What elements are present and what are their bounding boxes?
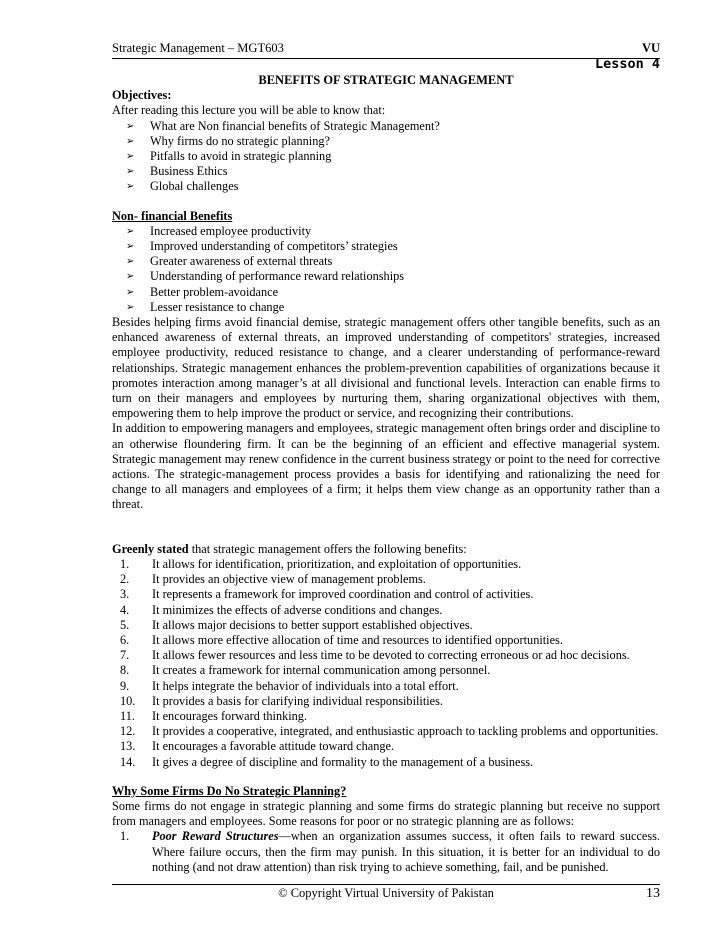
item-number: 1. (120, 556, 130, 571)
list-item-text: What are Non financial benefits of Strategic Management? (150, 118, 440, 133)
page-number: 13 (646, 886, 660, 901)
arrow-bullet-icon: ➢ (126, 301, 135, 313)
item-number: 5. (120, 617, 130, 632)
objectives-intro: After reading this lecture you will be able to know that: (112, 103, 386, 118)
item-number: 4. (120, 602, 130, 617)
list-item (126, 119, 660, 134)
list-item (126, 300, 660, 315)
item-text: It helps integrate the behavior of individuals into a total effort. (152, 678, 459, 693)
list-item (126, 149, 660, 164)
item-text: It encourages forward thinking. (152, 708, 308, 723)
list-item-text: Lesser resistance to change (150, 299, 285, 314)
list-item-text: Greater awareness of external threats (150, 254, 333, 269)
list-item (126, 254, 660, 269)
list-item-text: Better problem-avoidance (150, 284, 279, 299)
arrow-bullet-icon: ➢ (126, 166, 135, 178)
item-number: 10. (120, 693, 136, 708)
non-financial-list (112, 224, 660, 315)
list-item (112, 557, 660, 572)
item-number: 14. (120, 754, 136, 769)
item-number: 7. (120, 648, 130, 663)
list-item (112, 829, 660, 875)
list-item-text: Global challenges (150, 179, 239, 194)
item-text: It provides a basis for clarifying individual responsibilities. (152, 693, 443, 708)
list-item (112, 603, 660, 618)
footer-rule (112, 884, 660, 885)
item-text: It allows fewer resources and less time to be devoted to correcting erroneous or ad hoc decisions. (152, 648, 630, 663)
item-number: 12. (120, 724, 136, 739)
list-item (126, 239, 660, 254)
arrow-bullet-icon: ➢ (126, 151, 135, 163)
list-item-text: Business Ethics (150, 164, 228, 179)
paragraph: Besides helping firms avoid financial demise, strategic management offers other tangible benefits, such as an enhanced awareness of external threats, an improved understanding of competitors' strategies, increased employee productivity, reduced resistance to change, and a clearer understanding of performance-reward relationships. Strategic management enhances the problem-prevention capabilities of organizations because it promotes interaction among manager’s at all divisional and functional levels. Interaction can enable firms to turn on their managers and employees by nurturing them, sharing organizational objectives with them, empowering them to help improve the product or service, and recognizing their contributions. (112, 315, 660, 421)
list-item (112, 648, 660, 663)
item-term: Poor Reward Structures (152, 829, 279, 844)
item-text: It allows major decisions to better support established objectives. (152, 617, 473, 632)
arrow-bullet-icon: ➢ (126, 241, 135, 253)
paragraph: In addition to empowering managers and employees, strategic management often brings order and discipline to an otherwise floundering firm. It can be the beginning of an efficient and effective managerial system. Strategic management may renew confidence in the current business strategy or point to the need for corrective actions. The strategic-management process provides a basis for identifying and rationalizing the need for change to all managers and employees of a firm; it helps them view change as an opportunity rather than a threat. (112, 421, 660, 512)
list-item (112, 633, 660, 648)
list-item (112, 709, 660, 724)
list-item-text: Pitfalls to avoid in strategic planning (150, 149, 332, 164)
arrow-bullet-icon: ➢ (126, 181, 135, 193)
list-item (112, 724, 660, 739)
course-title: Strategic Management – MGT603 (112, 41, 284, 55)
list-item-text: Why firms do no strategic planning? (150, 133, 330, 148)
item-text: It creates a framework for internal communication among personnel. (152, 663, 491, 678)
header-rule (112, 58, 660, 59)
list-item (126, 269, 660, 284)
arrow-bullet-icon: ➢ (126, 256, 135, 268)
document-body (112, 73, 660, 875)
list-item (126, 179, 660, 194)
item-number: 1. (120, 829, 130, 844)
item-text: It gives a degree of discipline and formality to the management of a business. (152, 754, 534, 769)
item-text: It provides a cooperative, integrated, and enthusiastic approach to tackling problems and opportunities. (152, 724, 659, 739)
objectives-heading: Objectives: (112, 88, 172, 103)
list-item (126, 224, 660, 239)
page-footer (112, 886, 660, 901)
item-text: It encourages a favorable attitude toward change. (152, 739, 395, 754)
item-text: —when an organization assumes success, it often fails to reward success. Where failure occurs, then the firm may punish. In this situation, it is better for an individual to do nothing (and not draw attention) than risk trying to achieve something, fail, and be punished. (152, 829, 660, 874)
arrow-bullet-icon: ➢ (126, 135, 135, 147)
item-text: It represents a framework for improved coordination and control of activities. (152, 587, 534, 602)
arrow-bullet-icon: ➢ (126, 271, 135, 283)
non-financial-heading: Non- financial Benefits (112, 208, 233, 223)
item-number: 11. (120, 708, 135, 723)
arrow-bullet-icon: ➢ (126, 120, 135, 132)
list-item (112, 572, 660, 587)
greenly-lead-rest: that strategic management offers the following benefits: (188, 541, 467, 556)
item-text: It provides an objective view of management problems. (152, 572, 426, 587)
list-item (126, 285, 660, 300)
list-item-text: Improved understanding of competitors’ strategies (150, 239, 398, 254)
arrow-bullet-icon: ➢ (126, 286, 135, 298)
list-item-text: Understanding of performance reward relationships (150, 269, 405, 284)
why-not-intro: Some firms do not engage in strategic planning and some firms do strategic planning but receive no support from managers and employees. Some reasons for poor or no strategic planning are as follows: (112, 798, 660, 829)
list-item (112, 618, 660, 633)
item-text: It minimizes the effects of adverse conditions and changes. (152, 602, 443, 617)
list-item (112, 739, 660, 754)
benefits-list (112, 557, 660, 770)
list-item-text: Increased employee productivity (150, 223, 312, 238)
item-number: 8. (120, 663, 130, 678)
greenly-lead: Greenly stated (112, 541, 189, 556)
objectives-list (112, 119, 660, 195)
item-number: 6. (120, 632, 130, 647)
item-number: 3. (120, 587, 130, 602)
page-title: BENEFITS OF STRATEGIC MANAGEMENT (258, 73, 514, 87)
list-item (112, 694, 660, 709)
list-item (112, 587, 660, 602)
list-item (126, 164, 660, 179)
list-item (126, 134, 660, 149)
item-number: 13. (120, 739, 136, 754)
lesson-label: Lesson 4 (594, 56, 660, 72)
brand-label: VU (641, 41, 660, 55)
list-item (112, 679, 660, 694)
list-item (112, 755, 660, 770)
item-text: It allows more effective allocation of time and resources to identified opportunities. (152, 632, 563, 647)
copyright-text: © Copyright Virtual University of Pakistan (278, 886, 494, 900)
item-number: 2. (120, 572, 130, 587)
item-number: 9. (120, 678, 130, 693)
greenly-intro (112, 542, 660, 557)
arrow-bullet-icon: ➢ (126, 225, 135, 237)
why-not-heading: Why Some Firms Do No Strategic Planning? (112, 783, 347, 798)
list-item (112, 663, 660, 678)
item-text: It allows for identification, prioritization, and exploitation of opportunities. (152, 556, 522, 571)
reasons-list (112, 829, 660, 875)
